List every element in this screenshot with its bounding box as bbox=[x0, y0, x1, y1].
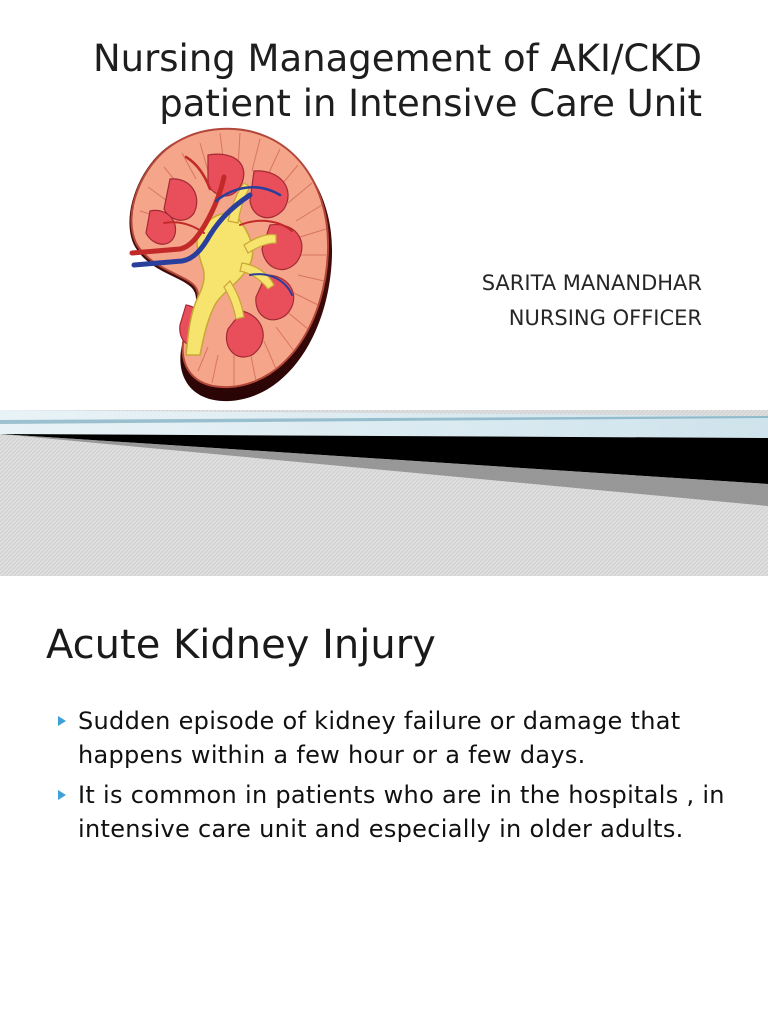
slide-heading: Acute Kidney Injury bbox=[46, 622, 436, 668]
triangle-bullet-icon bbox=[58, 716, 66, 726]
bullet-item bbox=[56, 778, 736, 846]
bullet-text: Sudden episode of kidney failure or damage that happens within a few hour or a few days. bbox=[78, 707, 681, 769]
slide-title: Nursing Management of AKI/CKD patient in Intensive Care Unit bbox=[92, 37, 702, 125]
presenter-block bbox=[302, 266, 702, 336]
decorative-banner bbox=[0, 410, 768, 576]
triangle-bullet-icon bbox=[58, 790, 66, 800]
content-slide bbox=[0, 576, 768, 1024]
bullet-item bbox=[56, 704, 736, 772]
bullet-list bbox=[56, 704, 736, 852]
presenter-name: SARITA MANANDHAR bbox=[481, 271, 702, 295]
kidney-cross-section-icon bbox=[120, 125, 340, 407]
bullet-text: It is common in patients who are in the hospitals , in intensive care unit and especially in older adults. bbox=[78, 781, 725, 843]
presenter-role: NURSING OFFICER bbox=[508, 306, 702, 330]
